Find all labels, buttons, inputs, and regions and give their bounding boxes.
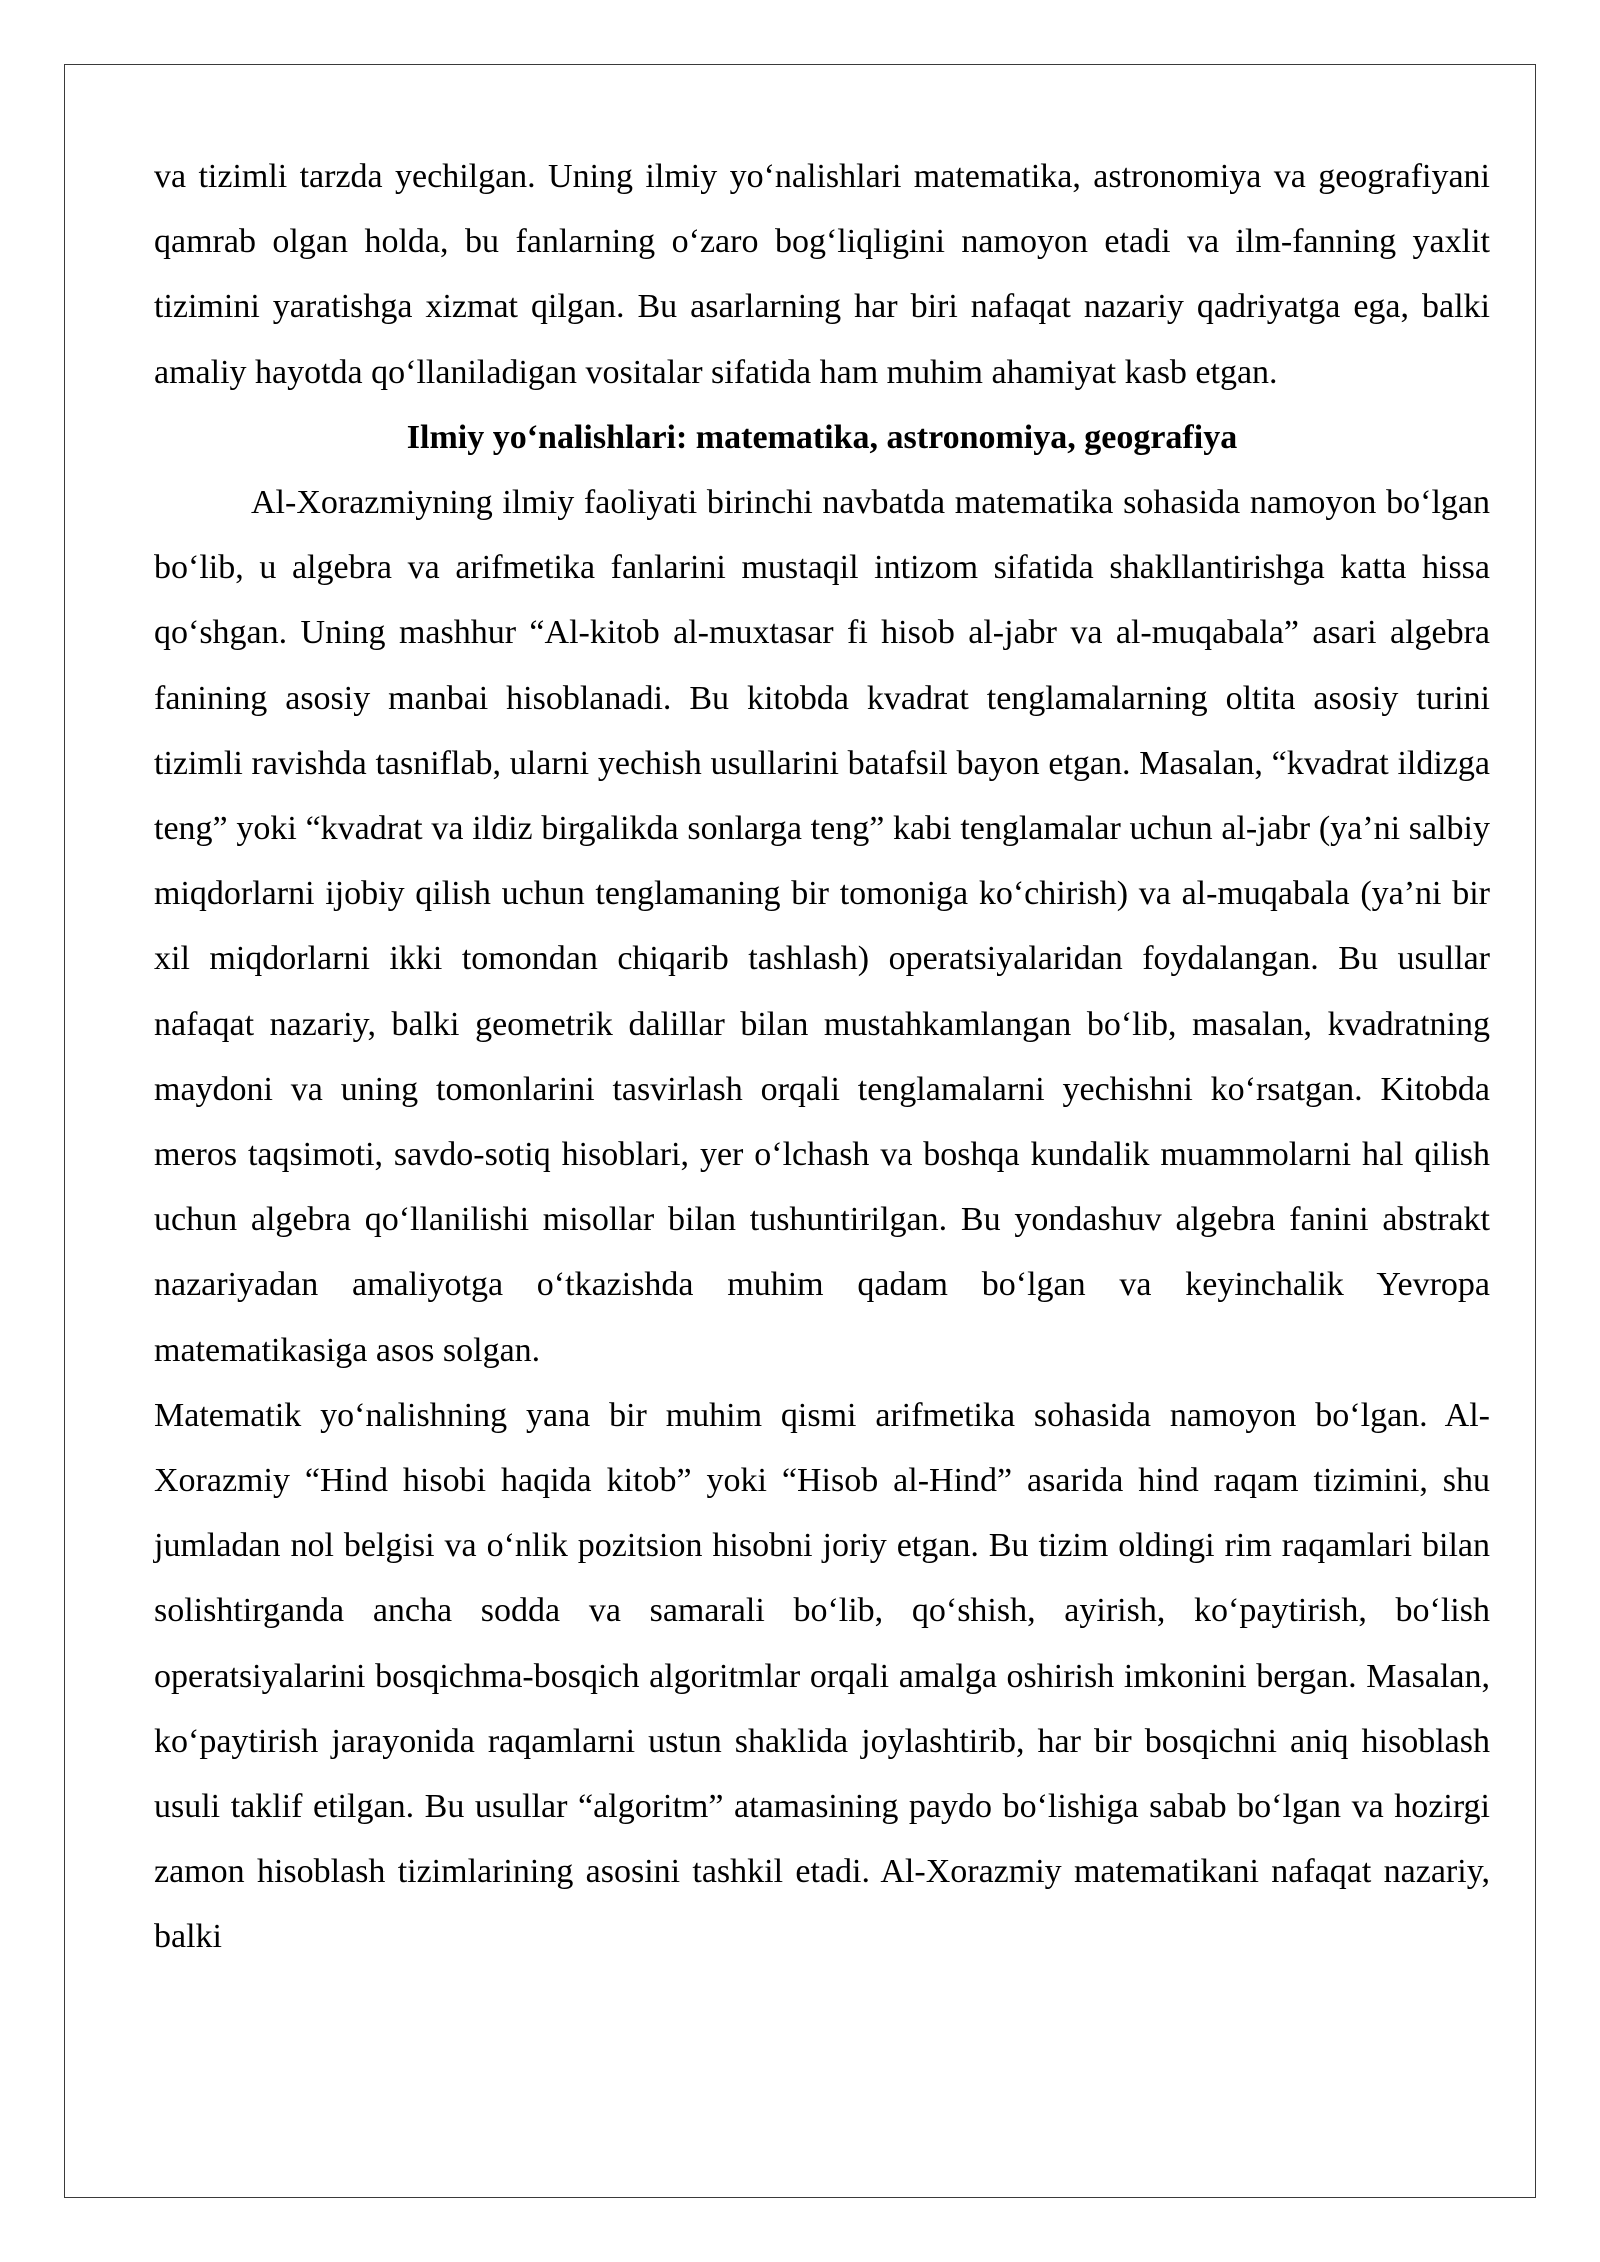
paragraph-mathematics-algebra: Al-Xorazmiyning ilmiy faoliyati birinchi navbatda matematika sohasida namoyon bo‘lgan bo‘lib, u algebra va arifmetika fanlarini mustaqil intizom sifatida shakllantirishga katta hissa qo‘shgan. Uning mashhur “Al-kitob al-muxtasar fi hisob al-jabr va al-muqabala” asari algebra fanining asosiy manbai hisoblanadi. Bu kitobda kvadrat tenglamalarning oltita asosiy turini tizimli ravishda tasniflab, ularni yechish usullarini batafsil bayon etgan. Masalan, “kvadrat ildizga teng” yoki “kvadrat va ildiz birgalikda sonlarga teng” kabi tenglamalar uchun al-jabr (ya’ni salbiy miqdorlarni ijobiy qilish uchun tenglamaning bir tomoniga ko‘chirish) va al-muqabala (ya’ni bir xil miqdorlarni ikki tomondan chiqarib tashlash) operatsiyalaridan foydalangan. Bu usullar nafaqat nazariy, balki geometrik dalillar bilan mustahkamlangan bo‘lib, masalan, kvadratning maydoni va uning tomonlarini tasvirlash orqali tenglamalarni yechishni ko‘rsatgan. Kitobda meros taqsimoti, savdo-sotiq hisoblari, yer o‘lchash va boshqa kundalik muammolarni hal qilish uchun algebra qo‘llanilishi misollar bilan tushuntirilgan. Bu yondashuv algebra fanini abstrakt nazariyadan amaliyotga o‘tkazishda muhim qadam bo‘lgan va keyinchalik Yevropa matematikasiga asos solgan. bbox=[154, 484, 1490, 1369]
section-heading: Ilmiy yo‘nalishlari: matematika, astronomiya, geografiya bbox=[406, 418, 1238, 456]
paragraph-mathematics-arithmetic: Matematik yo‘nalishning yana bir muhim qismi arifmetika sohasida namoyon bo‘lgan. Al-Xorazmiy “Hind hisobi haqida kitob” yoki “Hisob al-Hind” asarida hind raqam tizimini, shu jumladan nol belgisi va o‘nlik pozitsion hisobni joriy etgan. Bu tizim oldingi rim raqamlari bilan solishtirganda ancha sodda va samarali bo‘lib, qo‘shish, ayirish, ko‘paytirish, bo‘lish operatsiyalarini bosqichma-bosqich algoritmlar orqali amalga oshirish imkonini bergan. Masalan, ko‘paytirish jarayonida raqamlarni ustun shaklida joylashtirib, har bir bosqichni aniq hisoblash usuli taklif etilgan. Bu usullar “algoritm” atamasining paydo bo‘lishiga sabab bo‘lgan va hozirgi zamon hisoblash tizimlarining asosini tashkil etadi. Al-Xorazmiy matematikani nafaqat nazariy, balki bbox=[154, 1396, 1490, 1956]
paragraph-intro-continuation: va tizimli tarzda yechilgan. Uning ilmiy yo‘nalishlari matematika, astronomiya va geografiyani qamrab olgan holda, bu fanlarning o‘zaro bog‘liqligini namoyon etadi va ilm-fanning yaxlit tizimini yaratishga xizmat qilgan. Bu asarlarning har biri nafaqat nazariy qadriyatga ega, balki amaliy hayotda qo‘llaniladigan vositalar sifatida ham muhim ahamiyat kasb etgan. bbox=[154, 158, 1490, 391]
document-body bbox=[154, 144, 1490, 1970]
